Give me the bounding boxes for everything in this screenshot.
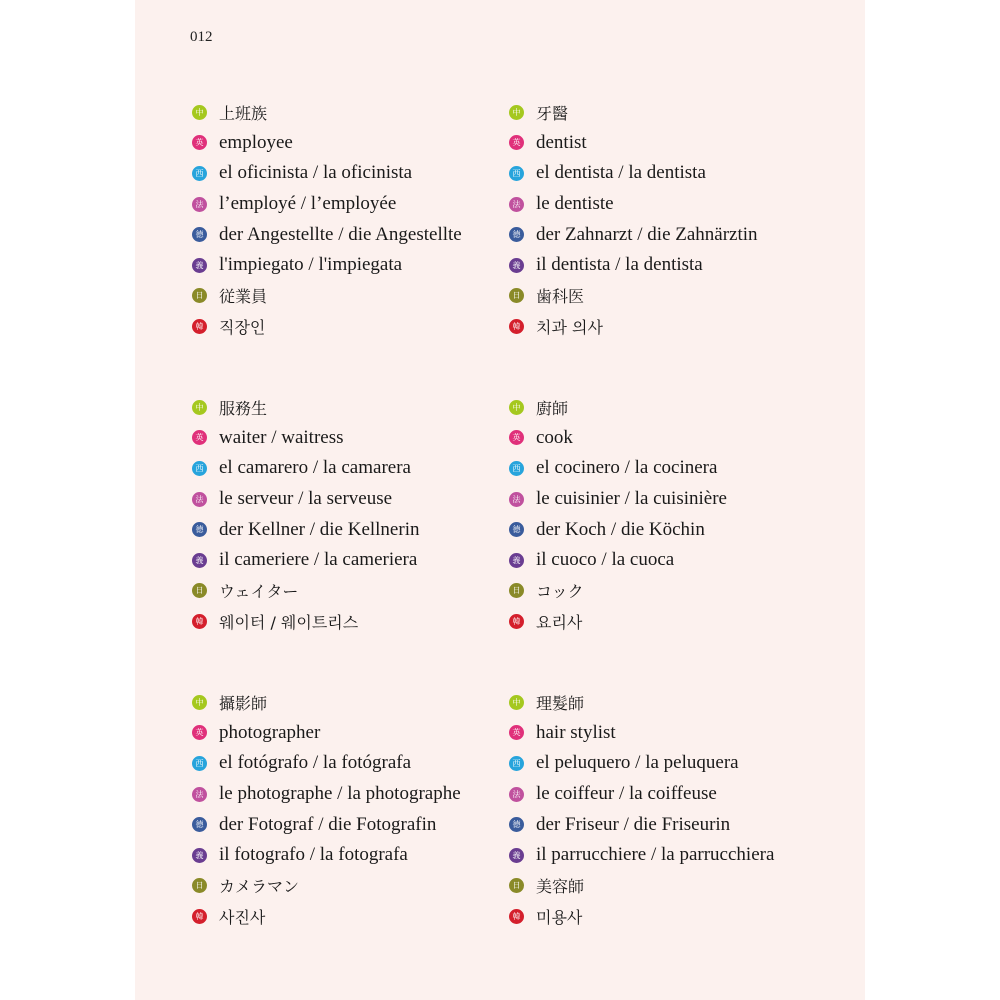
term-japanese: カメラマン: [219, 877, 300, 897]
term-german: der Friseur / die Friseurin: [536, 813, 731, 835]
term-german: der Kellner / die Kellnerin: [219, 518, 420, 540]
vocab-row-chinese: [192, 392, 532, 423]
spanish-language-badge: 西: [192, 756, 207, 771]
term-chinese: 理髮師: [536, 693, 585, 713]
vocab-entry: [509, 392, 849, 637]
term-spanish: el peluquero / la peluquera: [536, 752, 739, 774]
italian-language-badge: 義: [509, 258, 524, 273]
chinese-language-badge: 中: [509, 105, 524, 120]
term-french: le dentiste: [536, 193, 614, 215]
italian-language-badge: 義: [192, 258, 207, 273]
italian-language-badge: 義: [192, 553, 207, 568]
chinese-language-badge: 中: [192, 400, 207, 415]
spanish-language-badge: 西: [509, 166, 524, 181]
vocab-entry: [509, 97, 849, 342]
vocab-entry: [192, 97, 532, 342]
vocab-row-english: [192, 128, 532, 159]
vocab-row-german: [509, 219, 849, 250]
french-language-badge: 法: [509, 197, 524, 212]
german-language-badge: 德: [509, 227, 524, 242]
vocab-row-spanish: [509, 453, 849, 484]
vocab-row-korean: [192, 901, 532, 932]
vocab-row-spanish: [192, 748, 532, 779]
term-spanish: el oficinista / la oficinista: [219, 162, 413, 184]
german-language-badge: 德: [192, 522, 207, 537]
vocab-row-italian: [509, 250, 849, 281]
japanese-language-badge: 日: [509, 583, 524, 598]
korean-language-badge: 韓: [192, 614, 207, 629]
chinese-language-badge: 中: [192, 105, 207, 120]
term-english: cook: [536, 426, 573, 448]
term-korean: 직장인: [219, 317, 266, 337]
vocab-row-italian: [509, 840, 849, 871]
italian-language-badge: 義: [192, 848, 207, 863]
term-french: le coiffeur / la coiffeuse: [536, 783, 717, 805]
vocab-row-chinese: [509, 392, 849, 423]
term-german: der Zahnarzt / die Zahnärztin: [536, 223, 758, 245]
vocab-row-korean: [509, 311, 849, 342]
term-korean: 사진사: [219, 907, 266, 927]
english-language-badge: 英: [192, 725, 207, 740]
vocab-row-german: [192, 219, 532, 250]
vocab-row-japanese: [192, 576, 532, 607]
term-chinese: 攝影師: [219, 693, 268, 713]
vocab-row-korean: [509, 901, 849, 932]
spanish-language-badge: 西: [509, 756, 524, 771]
term-chinese: 服務生: [219, 398, 268, 418]
french-language-badge: 法: [509, 787, 524, 802]
vocab-row-german: [192, 514, 532, 545]
term-chinese: 牙醫: [536, 103, 569, 123]
vocab-row-french: [509, 779, 849, 810]
vocab-row-french: [509, 484, 849, 515]
vocab-row-french: [192, 484, 532, 515]
german-language-badge: 德: [509, 817, 524, 832]
vocab-row-english: [509, 718, 849, 749]
term-japanese: コック: [536, 582, 584, 602]
term-chinese: 廚師: [536, 398, 569, 418]
term-english: photographer: [219, 721, 321, 743]
chinese-language-badge: 中: [509, 695, 524, 710]
vocab-row-japanese: [192, 871, 532, 902]
english-language-badge: 英: [192, 430, 207, 445]
term-french: le cuisinier / la cuisinière: [536, 488, 727, 510]
italian-language-badge: 義: [509, 553, 524, 568]
french-language-badge: 法: [192, 787, 207, 802]
korean-language-badge: 韓: [509, 909, 524, 924]
spanish-language-badge: 西: [509, 461, 524, 476]
vocab-row-spanish: [509, 748, 849, 779]
japanese-language-badge: 日: [192, 583, 207, 598]
book-page: [135, 0, 865, 1000]
vocab-entry: [192, 687, 532, 932]
term-japanese: 美容師: [536, 877, 585, 897]
term-italian: l'impiegato / l'impiegata: [219, 254, 403, 276]
english-language-badge: 英: [509, 430, 524, 445]
vocab-row-english: [509, 423, 849, 454]
japanese-language-badge: 日: [509, 288, 524, 303]
vocab-row-japanese: [509, 871, 849, 902]
vocab-row-italian: [192, 840, 532, 871]
term-english: employee: [219, 131, 293, 153]
japanese-language-badge: 日: [192, 288, 207, 303]
japanese-language-badge: 日: [509, 878, 524, 893]
vocab-row-italian: [192, 250, 532, 281]
term-italian: il fotografo / la fotografa: [219, 844, 408, 866]
term-japanese: ウェイター: [219, 582, 299, 602]
term-italian: il cuoco / la cuoca: [536, 549, 675, 571]
vocab-entry: [192, 392, 532, 637]
term-japanese: 歯科医: [536, 287, 585, 307]
vocab-row-chinese: [509, 97, 849, 128]
vocab-row-japanese: [192, 281, 532, 312]
german-language-badge: 德: [192, 817, 207, 832]
vocab-row-german: [509, 809, 849, 840]
chinese-language-badge: 中: [192, 695, 207, 710]
vocab-row-spanish: [192, 158, 532, 189]
term-japanese: 従業員: [219, 287, 268, 307]
vocab-row-italian: [192, 545, 532, 576]
term-german: der Fotograf / die Fotografin: [219, 813, 437, 835]
term-german: der Koch / die Köchin: [536, 518, 705, 540]
term-spanish: el dentista / la dentista: [536, 162, 706, 184]
korean-language-badge: 韓: [509, 319, 524, 334]
vocab-row-chinese: [192, 97, 532, 128]
vocab-row-chinese: [509, 687, 849, 718]
german-language-badge: 德: [509, 522, 524, 537]
term-french: le serveur / la serveuse: [219, 488, 393, 510]
vocab-row-japanese: [509, 281, 849, 312]
vocab-row-spanish: [192, 453, 532, 484]
vocab-row-korean: [192, 311, 532, 342]
vocab-row-italian: [509, 545, 849, 576]
term-german: der Angestellte / die Angestellte: [219, 223, 462, 245]
italian-language-badge: 義: [509, 848, 524, 863]
vocab-row-chinese: [192, 687, 532, 718]
vocab-row-german: [192, 809, 532, 840]
term-french: le photographe / la photographe: [219, 783, 461, 805]
french-language-badge: 法: [192, 197, 207, 212]
vocab-row-french: [509, 189, 849, 220]
term-chinese: 上班族: [219, 103, 268, 123]
term-italian: il dentista / la dentista: [536, 254, 703, 276]
term-english: waiter / waitress: [219, 426, 344, 448]
english-language-badge: 英: [509, 135, 524, 150]
term-korean: 미용사: [536, 907, 583, 927]
vocab-row-english: [509, 128, 849, 159]
term-korean: 치과 의사: [536, 317, 603, 337]
page-number: 012: [190, 29, 213, 45]
french-language-badge: 法: [509, 492, 524, 507]
vocab-row-spanish: [509, 158, 849, 189]
english-language-badge: 英: [509, 725, 524, 740]
vocab-row-english: [192, 718, 532, 749]
term-spanish: el fotógrafo / la fotógrafa: [219, 752, 412, 774]
term-french: l’employé / l’employée: [219, 193, 397, 215]
vocab-row-korean: [192, 606, 532, 637]
japanese-language-badge: 日: [192, 878, 207, 893]
vocab-entry: [509, 687, 849, 932]
vocab-row-japanese: [509, 576, 849, 607]
spanish-language-badge: 西: [192, 166, 207, 181]
vocab-row-english: [192, 423, 532, 454]
korean-language-badge: 韓: [509, 614, 524, 629]
term-korean: 요리사: [536, 612, 583, 632]
german-language-badge: 德: [192, 227, 207, 242]
korean-language-badge: 韓: [192, 909, 207, 924]
vocab-row-korean: [509, 606, 849, 637]
term-english: hair stylist: [536, 721, 616, 743]
term-italian: il parrucchiere / la parrucchiera: [536, 844, 775, 866]
vocab-row-french: [192, 779, 532, 810]
term-english: dentist: [536, 131, 587, 153]
term-spanish: el cocinero / la cocinera: [536, 457, 718, 479]
term-spanish: el camarero / la camarera: [219, 457, 411, 479]
term-korean: 웨이터 / 웨이트리스: [219, 612, 359, 632]
spanish-language-badge: 西: [192, 461, 207, 476]
chinese-language-badge: 中: [509, 400, 524, 415]
vocab-row-french: [192, 189, 532, 220]
vocab-row-german: [509, 514, 849, 545]
french-language-badge: 法: [192, 492, 207, 507]
term-italian: il cameriere / la cameriera: [219, 549, 418, 571]
english-language-badge: 英: [192, 135, 207, 150]
korean-language-badge: 韓: [192, 319, 207, 334]
